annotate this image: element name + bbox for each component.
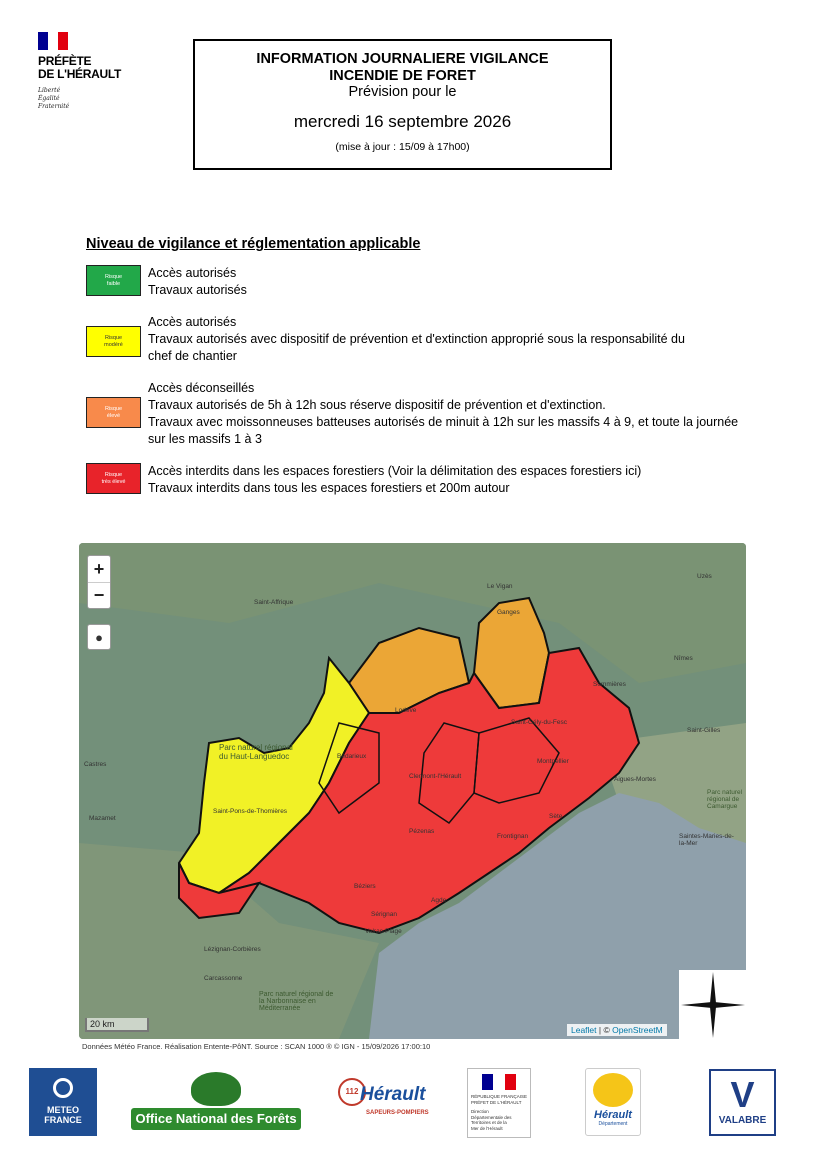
- place-label: Montpellier: [537, 758, 569, 765]
- forecast-date: mercredi 16 septembre 2026: [293, 112, 512, 131]
- title-box: [193, 39, 612, 170]
- sun-icon: [593, 1073, 633, 1107]
- place-label: Clermont-l'Hérault: [409, 773, 462, 780]
- french-flag-icon: [38, 32, 68, 50]
- risk-swatch-low: Risque faible: [86, 265, 141, 296]
- place-label: Agde: [431, 897, 447, 904]
- legend-text-low: Accès autorisés Travaux autorisés: [148, 266, 247, 297]
- legend-row-high: [86, 380, 808, 448]
- place-label: Valras-Plage: [365, 928, 402, 935]
- sdis-herault-logo: 112 Hérault SAPEURS-POMPIERS: [336, 1074, 434, 1132]
- place-label: Saintes-Maries-de-la-Mer: [679, 833, 734, 847]
- zoom-in-button[interactable]: +: [93, 558, 105, 579]
- place-label: Uzès: [697, 573, 712, 580]
- prefecture-logo: [38, 32, 148, 111]
- map-canvas: [79, 543, 746, 1039]
- place-label: Carcassonne: [204, 975, 243, 982]
- place-label: Saint-Affrique: [254, 599, 294, 606]
- place-label: Pézenas: [409, 828, 435, 835]
- title-line3: Prévision pour le: [348, 84, 457, 100]
- place-label: Bédarieux: [337, 753, 367, 760]
- place-label: Ganges: [497, 609, 520, 616]
- osm-link[interactable]: OpenStreetM: [612, 1025, 663, 1035]
- risk-swatch-very-high: Risque très élevé: [86, 463, 141, 494]
- legend-title: Niveau de vigilance et réglementation applicable: [86, 236, 421, 252]
- onf-logo: Office National des Forêts: [131, 1072, 301, 1128]
- french-flag-icon: [482, 1074, 516, 1090]
- meteo-france-logo: METEO FRANCE: [29, 1068, 97, 1136]
- title-line2: INCENDIE DE FORET: [329, 68, 476, 84]
- title-line1: INFORMATION JOURNALIERE VIGILANCE: [256, 51, 549, 67]
- place-label: Lodève: [395, 707, 417, 714]
- map-source-text: Données Météo France. Réalisation Entente-PôNT. Source : SCAN 1000 ® © IGN - 15/09/2026 17:00:10: [82, 1042, 431, 1051]
- map-scale: 20 km: [85, 1018, 149, 1032]
- place-label: Saint-Gély-du-Fesc: [511, 719, 567, 726]
- compass-rose-icon: [679, 970, 747, 1040]
- place-label: Béziers: [354, 883, 376, 890]
- ddtm-logo: RÉPUBLIQUE FRANÇAISE PRÉFET DE L'HÉRAULT Direction Départementale des Territoires et de la Mer de l'Hérault: [467, 1068, 531, 1138]
- place-label: Sète: [549, 813, 563, 820]
- park-label: Parc naturel régional du Haut-Languedoc: [219, 743, 293, 761]
- oak-tree-icon: [191, 1072, 241, 1106]
- legend-row-very-high: [86, 463, 808, 497]
- place-label: Castres: [84, 761, 107, 768]
- legend-text-high: Accès déconseillés Travaux autorisés de 5h à 12h sous réserve dispositif de prévention et d'extinction. Travaux avec moissonneuses batteuses autorisés de minuit à 12h sur les massifs 4 à 9, et toute la journée sur les massifs 1 à 3: [148, 381, 739, 446]
- prefecture-name: PRÉFÈTE DE L'HÉRAULT: [38, 54, 122, 81]
- legend-text-very-high: Accès interdits dans les espaces forestiers (Voir la délimitation des espaces forestiers ici) Travaux interdits dans tous les espaces forestiers et 200m autour: [148, 464, 642, 495]
- leaflet-link[interactable]: Leaflet: [571, 1025, 597, 1035]
- park-label: Parc naturel régional de Camargue: [707, 789, 743, 810]
- herault-department-logo: Hérault Département: [585, 1068, 641, 1136]
- globe-icon[interactable]: ●: [87, 624, 111, 650]
- update-time: (mise à jour : 15/09 à 17h00): [335, 141, 470, 153]
- risk-swatch-moderate: Risque modéré: [86, 326, 141, 357]
- vigilance-map[interactable]: [79, 543, 746, 1039]
- legend-text-moderate: Accès autorisés Travaux autorisés avec dispositif de prévention et d'extinction approprié sous la responsabilité du chef de chantier: [148, 315, 685, 363]
- place-label: Aigues-Mortes: [614, 776, 656, 783]
- risk-swatch-high: Risque élevé: [86, 397, 141, 428]
- place-label: Sérignan: [371, 911, 398, 918]
- place-label: Lézignan-Corbières: [204, 946, 261, 953]
- map-attribution: Leaflet | © OpenStreetM: [567, 1024, 667, 1036]
- place-label: Le Vigan: [487, 583, 513, 590]
- place-label: Sommières: [593, 681, 626, 688]
- meteo-france-icon: [53, 1078, 73, 1098]
- legend-row-low: [86, 265, 808, 299]
- legend-row-moderate: [86, 314, 808, 365]
- place-label: Saint-Gilles: [687, 727, 721, 734]
- zoom-out-button[interactable]: −: [88, 582, 110, 608]
- place-label: Saint-Pons-de-Thomières: [213, 808, 288, 815]
- place-label: Mazamet: [89, 815, 116, 822]
- park-label: Parc naturel régional de la Narbonnaise en Méditerranée: [259, 991, 334, 1012]
- place-label: Nîmes: [674, 655, 693, 662]
- republic-motto: Liberté Égalité Fraternité: [38, 87, 70, 110]
- valabre-logo: V VALABRE: [709, 1069, 776, 1136]
- place-label: Frontignan: [497, 833, 529, 840]
- zoom-control: [87, 555, 111, 609]
